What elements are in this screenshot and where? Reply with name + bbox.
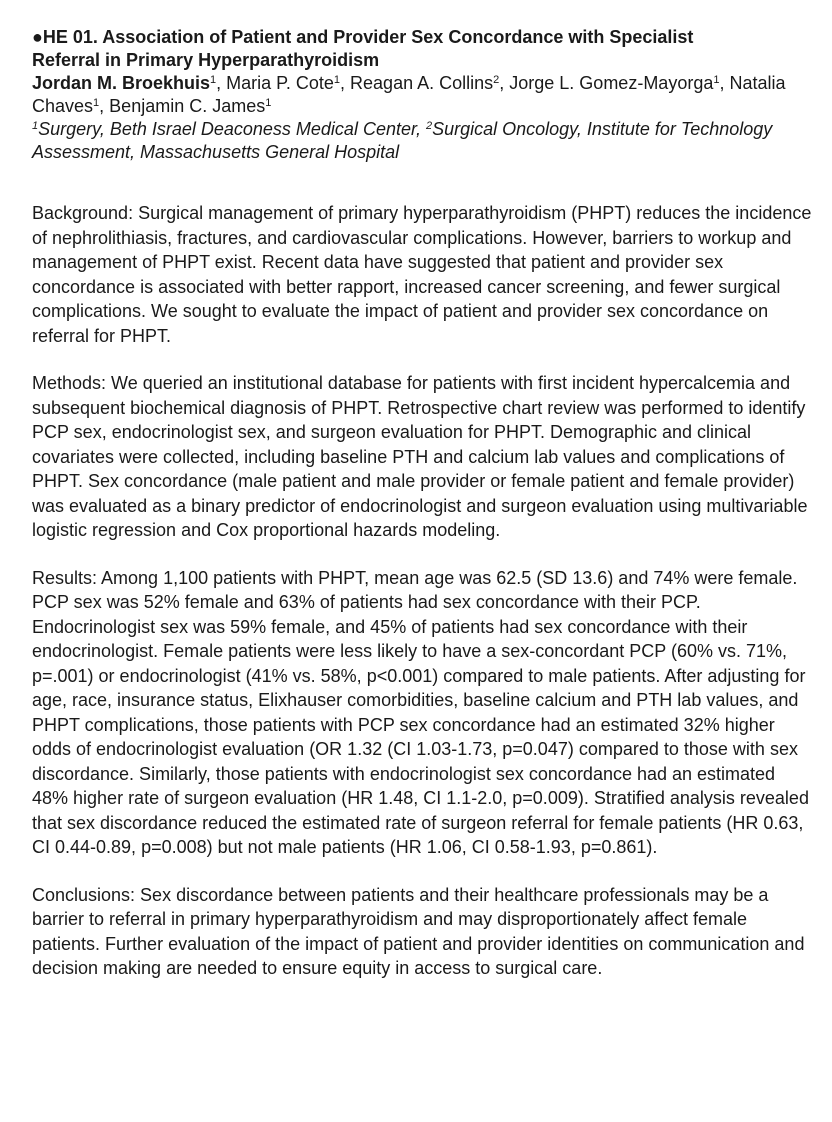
author-name: Reagan A. Collins [350,73,494,93]
author-name: Benjamin C. James [109,96,266,116]
author-affiliation-mark: 1 [333,74,341,86]
author-name: Jordan M. Broekhuis [32,73,211,93]
affiliations [32,118,812,164]
affiliation-text: Surgery, Beth Israel Deaconess Medical Center, [38,119,426,139]
background-section: Background: Surgical management of primary hyperparathyroidism (PHPT) reduces the incidence of nephrolithiasis, fractures, and cardiovascular complications. However, barriers to workup and management of PHPT exist. Recent data have suggested that patient and provider sex concordance is associated with better rapport, increased cancer screening, and fewer surgical complications. We sought to evaluate the impact of patient and provider sex concordance on referral for PHPT. [32,203,812,346]
author-separator: , [499,73,510,93]
methods-section: Methods: We queried an institutional database for patients with first incident hypercalcemia and subsequent biochemical diagnosis of PHPT. Retrospective chart review was performed to identify PCP sex, endocrinologist sex, and surgeon evaluation for PHPT. Demographic and clinical covariates were collected, including baseline PTH and calcium lab values and complications of PHPT. Sex concordance (male patient and male provider or female patient and female provider) was evaluated as a binary predictor of endocrinologist and surgeon evaluation using multivariable logistic regression and Cox proportional hazards modeling. [32,373,808,540]
author-separator: , [216,73,227,93]
author-separator: , [719,73,730,93]
spacer [32,543,812,566]
author-affiliation-mark: 2 [493,74,500,86]
abstract-title [32,26,812,72]
spacer [32,860,812,883]
author-name: Maria P. Cote [226,73,334,93]
author-separator: , [99,96,110,116]
author-affiliation-mark: 1 [713,74,720,86]
affiliation-mark: 1 [32,120,39,132]
author-affiliation-mark: 1 [93,97,100,109]
results-section: Results: Among 1,100 patients with PHPT, mean age was 62.5 (SD 13.6) and 74% were female. PCP sex was 52% female and 63% of patients had sex concordance with their PCP. Endocrinologist sex was 59% female, and 45% of patients had sex concordance with their endocrinologist. Female patients were less likely to have a sex-concordant PCP (60% vs. 71%, p=.001) or endocrinologist (41% vs. 58%, p<0.001) compared to male patients. After adjusting for age, race, insurance status, Elixhauser comorbidities, baseline calcium and PTH lab values, and PHPT complications, those patients with PCP sex concordance had an estimated 32% higher odds of endocrinologist evaluation (OR 1.32 (CI 1.03-1.73, p=0.047) compared to those with sex discordance. Similarly, those patients with endocrinologist sex concordance had an estimated 48% higher rate of surgeon evaluation (HR 1.48, CI 1.1-2.0, p=0.009). Stratified analysis revealed that sex discordance reduced the estimated rate of surgeon referral for female patients (HR 0.63, CI 0.44-0.89, p=0.008) but not male patients (HR 1.06, CI 0.58-1.93, p=0.861). [32,567,809,857]
affiliation-text: Surgical Oncology, Institute for Technology Assessment, Massachusetts General Hospital [32,119,773,162]
title-line-2: Referral in Primary Hyperparathyroidism [32,50,380,70]
title-line-1: ●HE 01. Association of Patient and Provider Sex Concordance with Specialist [32,27,694,47]
author-name: Jorge L. Gomez-Mayorga [509,73,714,93]
author-name: Natalia Chaves [32,73,786,116]
spacer [32,348,812,371]
abstract [32,26,812,981]
conclusions-section: Conclusions: Sex discordance between patients and their healthcare professionals may be a barrier to referral in primary hyperparathyroidism and may disproportionately affect female patients. Further evaluation of the impact of patient and provider identities on communication and decision making are needed to ensure equity in access to surgical care. [32,884,805,978]
author-affiliation-mark: 1 [265,97,272,109]
author-affiliation-mark: 1 [210,74,217,86]
author-list [32,72,812,118]
spacer [32,164,812,201]
affiliation-mark: 2 [425,120,433,132]
author-separator: , [340,73,351,93]
